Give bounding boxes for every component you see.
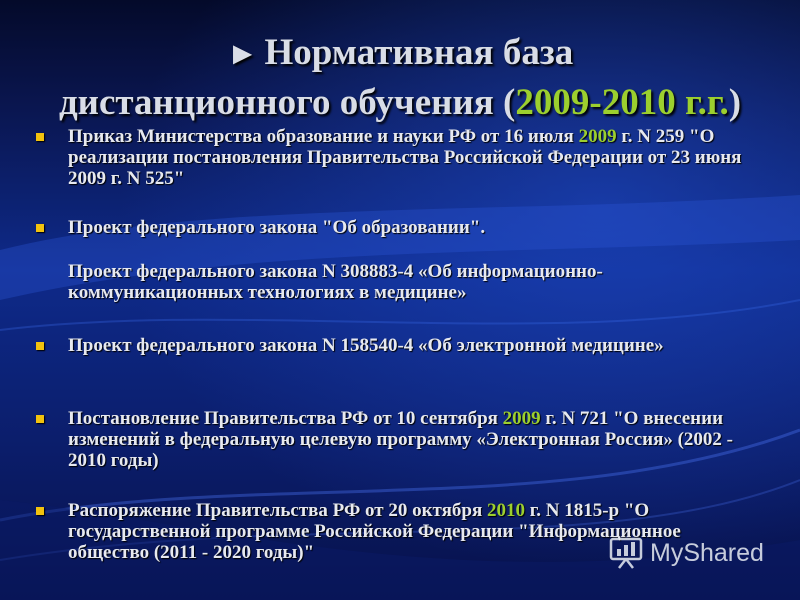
- item-text-part: г. N 1815-р "О государственной программе Российской Федерации "Информационное общество (2011 - 2020 годы)": [68, 500, 681, 563]
- item-text-part: г. N 259 "О реализации постановления Правительства Российской Федерации от 23 июня 2009 г. N 525": [68, 126, 742, 189]
- list-item-text: [68, 408, 760, 471]
- square-bullet-icon: [36, 224, 44, 232]
- title-line-2-prefix: дистанционного обучения (: [58, 82, 516, 123]
- square-bullet-icon: [36, 507, 44, 515]
- title-line-1-text: Нормативная база: [264, 32, 574, 73]
- title-line-2: [20, 78, 780, 128]
- item-text-part: Распоряжение Правительства РФ от 20 октября: [68, 500, 488, 521]
- item-text-part: Постановление Правительства РФ от 10 сентября: [68, 408, 503, 429]
- square-bullet-icon: [36, 133, 44, 141]
- list-item-text: [68, 126, 760, 189]
- item-text-part: г. N 721 "О внесении изменений в федеральную целевую программу «Электронная Россия» (2002 - 2010 годы): [68, 408, 734, 471]
- item-text-part: Приказ Министерства образование и науки РФ от 16 июля: [68, 126, 579, 147]
- slide-title: [20, 28, 780, 128]
- list-item: [36, 335, 760, 356]
- square-bullet-icon: [36, 415, 44, 423]
- item-year: 2010: [487, 500, 526, 521]
- item-year: 2009: [578, 126, 617, 147]
- title-line-1: [20, 28, 780, 78]
- watermark: [608, 536, 764, 570]
- item-year: 2009: [502, 408, 541, 429]
- list-item: [36, 408, 760, 471]
- title-years: 2009-2010 г.г.: [515, 82, 729, 123]
- item-text-part: Проект федерального закона N 308883-4 «Об информационно-коммуникационных технологиях в медицине»: [68, 261, 603, 303]
- presentation-board-icon: [608, 536, 644, 570]
- watermark-text: MyShared: [650, 538, 764, 567]
- title-line-2-suffix: ): [728, 82, 742, 123]
- list-item-text: [68, 261, 760, 303]
- list-item: [36, 126, 760, 189]
- item-text-part: Проект федерального закона N 158540-4 «Об электронной медицине»: [68, 335, 664, 356]
- list-item-text: [68, 217, 760, 238]
- item-text-part: Проект федерального закона "Об образовании".: [68, 217, 486, 238]
- list-item: [36, 217, 760, 238]
- play-arrow-icon: ►: [226, 35, 259, 71]
- list-item-text: [68, 335, 760, 356]
- square-bullet-icon: [36, 342, 44, 350]
- list-item: [36, 261, 760, 303]
